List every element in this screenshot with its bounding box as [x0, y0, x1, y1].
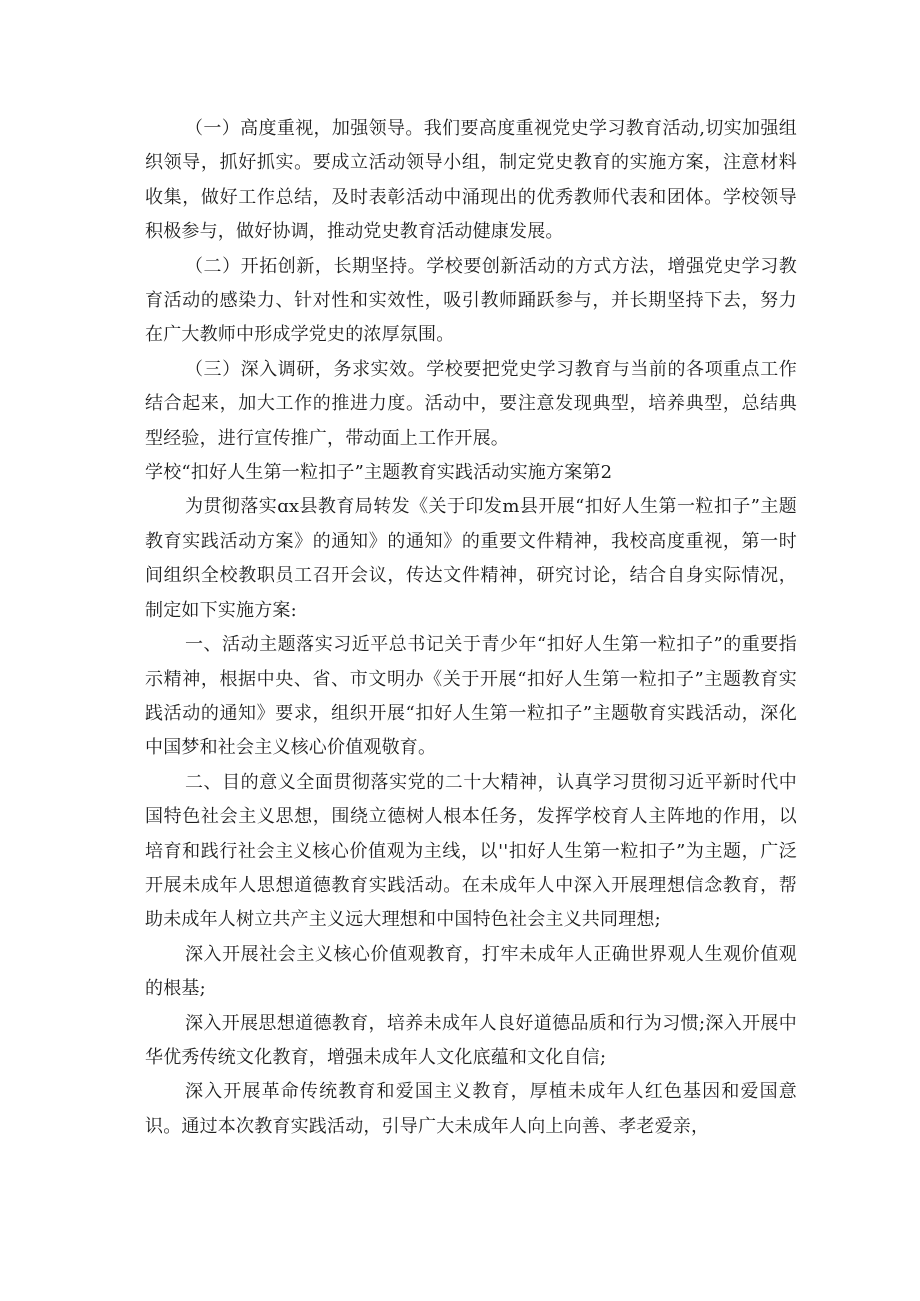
paragraph-3-research: （三）深入调研，务求实效。学校要把党史学习教育与当前的各项重点工作结合起来，加大工作的推进力度。活动中，要注意发现典型，培养典型，总结典型经验，进行宣传推广，带动面上工作开展。: [145, 358, 797, 449]
paragraph-moral-education: 深入开展思想道德教育，培养未成年人良好道德品质和行为习惯;深入开展中华优秀传统文化教育，增强未成年人文化底蕴和文化自信;: [145, 1012, 797, 1068]
paragraph-core-values: 深入开展社会主义核心价值观教育，打牢未成年人正确世界观人生观价值观的根基;: [145, 943, 797, 1000]
paragraph-intro: 为贯彻落实ɑx县教育局转发《关于印发m县开展“扣好人生第一粒扣子”主题教育实践活动方案》的通知》的通知》的重要文件精神，我校高度重视，第一时间组织全校教职员工召开会议，传达文件精神，研究讨论，结合自身实际情况，制定如下实施方案:: [145, 496, 797, 621]
paragraph-activity-theme: 一、活动主题落实习近平总书记关于青少年“扣好人生第一粒扣子”的重要指示精神，根据中央、省、市文明办《关于开展“扣好人生第一粒扣子”主题教育实践活动的通知》要求，组织开展“扣好人生第一粒扣子”主题敬育实践活动，深化中国梦和社会主义核心价值观敬育。: [145, 634, 797, 759]
document-body: [145, 112, 797, 1144]
paragraph-1-leadership: （一）高度重视，加强领导。我们要高度重视党史学习教育活动,切实加强组织领导，抓好抓实。要成立活动领导小组，制定党史教育的实施方案，注意材料收集，做好工作总结，及时表彰活动中涌现出的优秀教师代表和团体。学校领导积极参与，做好协调，推动党史教育活动健康发展。: [145, 118, 797, 243]
paragraph-2-innovation: （二）开拓创新，长期坚持。学校要创新活动的方式方法，增强党史学习教育活动的感染力、针对性和实效性，吸引教师踊跃参与，并长期坚持下去，努力在广大教师中形成学党史的浓厚氛围。: [145, 255, 797, 346]
paragraph-purpose: 二、目的意义全面贯彻落实党的二十大精神，认真学习贯彻习近平新时代中国特色社会主义思想，围绕立德树人根本任务，发挥学校育人主阵地的作用，以培育和践行社会主义核心价值观为主线，以''扣好人生第一粒扣子”为主题，广泛开展未成年人思想道德教育实践活动。在未成年人中深入开展理想信念教育，帮助未成年人树立共产主义远大理想和中国特色社会主义共同理想;: [145, 771, 797, 931]
paragraph-patriotic-education: 深入开展革命传统教育和爱国主义教育，厚植未成年人红色基因和爱国意识。通过本次教育实践活动，引导广大未成年人向上向善、孝老爱亲，: [145, 1081, 797, 1137]
section-title: 学校“扣好人生第一粒扣子”主题教育实践活动实施方案第2: [145, 462, 613, 484]
